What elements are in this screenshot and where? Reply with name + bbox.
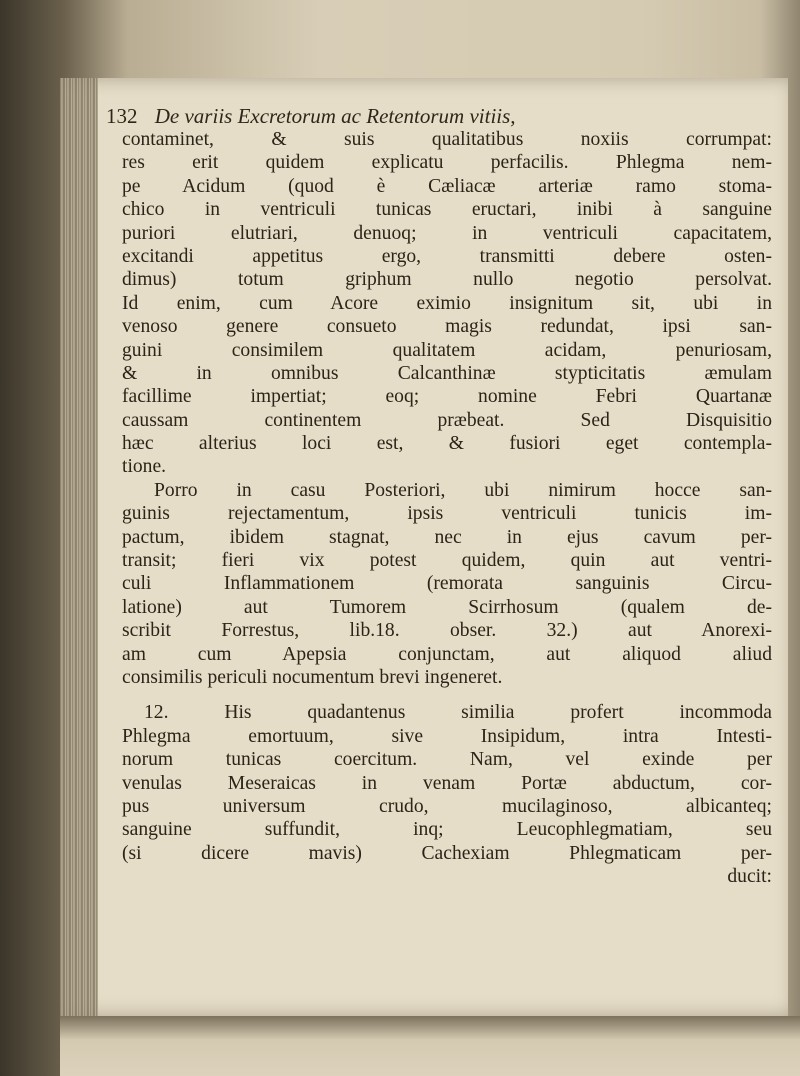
text-line: culi Inflammationem (remorata sanguinis Circu- (122, 573, 772, 595)
text-line: caussam continentem præbeat. Sed Disquisitio (122, 409, 772, 431)
page-title: De variis Excretorum ac Retentorum vitiis, (154, 104, 516, 128)
text-line: venulas Meseraicas in venam Portæ abductum, cor- (122, 772, 772, 794)
text-line: excitandi appetitus ergo, transmitti debere osten- (122, 245, 772, 267)
text-line: venoso genere consueto magis redundat, ipsi san- (122, 316, 772, 338)
text-line: Porro in casu Posteriori, ubi nimirum hocce san- (154, 479, 772, 501)
text-line: pactum, ibidem stagnat, nec in ejus cavum per- (122, 526, 772, 548)
text-line: am cum Apepsia conjunctam, aut aliquod aliud (122, 643, 772, 665)
text-line: puriori elutriari, denuoq; in ventriculi capacitatem, (122, 222, 772, 244)
text-line: pe Acidum (quod è Cæliacæ arteriæ ramo stoma- (122, 175, 772, 197)
text-line: Id enim, cum Acore eximio insignitum sit, ubi in (122, 292, 772, 314)
text-line: (si dicere mavis) Cachexiam Phlegmaticam per- (122, 842, 772, 864)
text-line: dimus) totum griphum nullo negotio persolvat. (122, 269, 772, 291)
text-line: guini consimilem qualitatem acidam, penuriosam, (122, 339, 772, 361)
page-bottom-edge (60, 1016, 800, 1076)
page-gutter (60, 78, 98, 1016)
text-line: res erit quidem explicatu perfacilis. Phlegma nem- (122, 152, 772, 174)
page-number: 132 (106, 104, 138, 128)
text-line: 12. His quadantenus similia profert incommoda (144, 702, 772, 724)
text-line: sanguine suffundit, inq; Leucophlegmatiam, seu (122, 819, 772, 841)
text-line: norum tunicas coercitum. Nam, vel exinde per (122, 749, 772, 771)
body-text (122, 128, 772, 889)
text-line: latione) aut Tumorem Scirrhosum (qualem de- (122, 596, 772, 618)
text-line: chico in ventriculi tunicas eructari, inibi à sanguine (122, 199, 772, 221)
text-line: hæc alterius loci est, & fusiori eget contempla- (122, 433, 772, 455)
text-line: scribit Forrestus, lib.18. obser. 32.) aut Anorexi- (122, 620, 772, 642)
text-line: & in omnibus Calcanthinæ stypticitatis æmulam (122, 362, 772, 384)
text-line: contaminet, & suis qualitatibus noxiis corrumpat: (122, 129, 772, 150)
text-line: consimilis periculi nocumentum brevi ingeneret. (122, 666, 503, 688)
paragraph-gap (122, 689, 772, 701)
text-line: guinis rejectamentum, ipsis ventriculi tunicis im- (122, 503, 772, 525)
text-line: tione. (122, 456, 167, 478)
text-line: Phlegma emortuum, sive Insipidum, intra Intesti- (122, 725, 772, 747)
catchword: ducit: (727, 866, 772, 888)
text-line: transit; fieri vix potest quidem, quin aut ventri- (122, 550, 772, 572)
text-line: facillime impertiat; eoq; nomine Febri Quartanæ (122, 386, 772, 408)
text-line: pus universum crudo, mucilaginoso, albicanteq; (122, 795, 772, 817)
